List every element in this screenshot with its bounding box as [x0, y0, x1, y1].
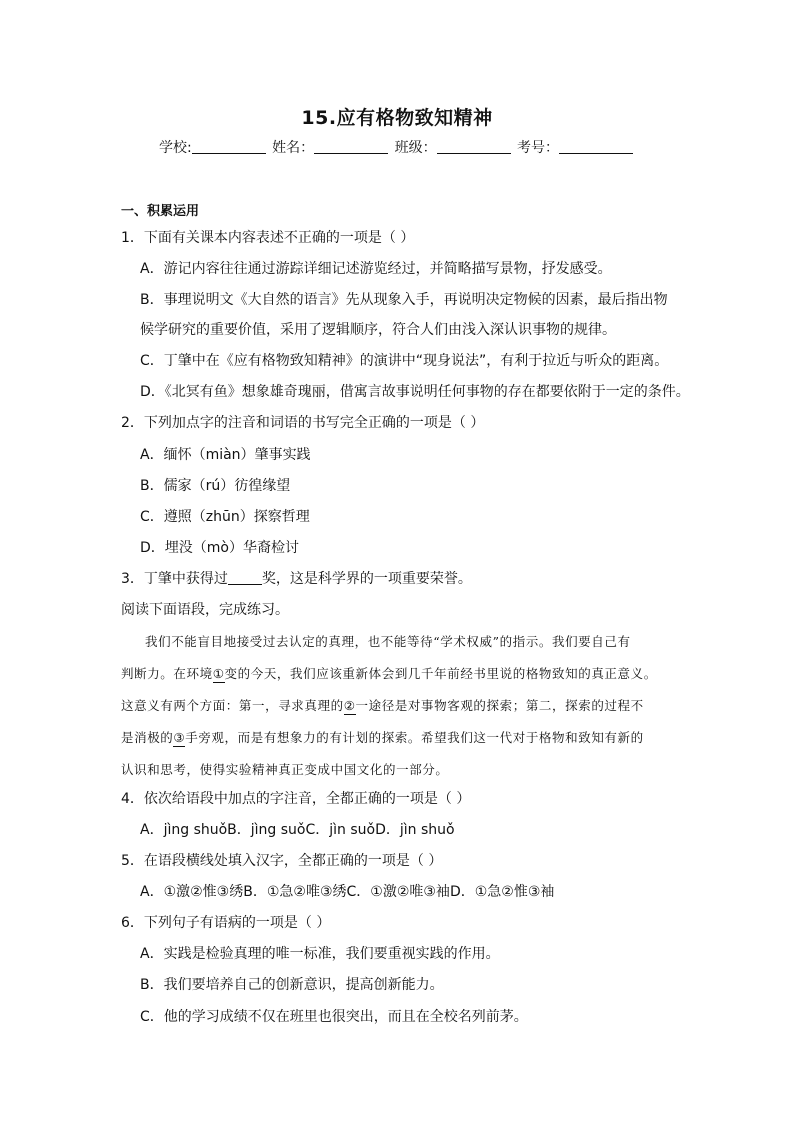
- q1-option-b-line1: B．事理说明文《大自然的语言》先从现象入手，再说明决定物候的因素，最后指出物: [140, 292, 668, 308]
- q1-option-d: D．《北冥有鱼》想象雄奇瑰丽，借寓言故事说明任何事物的存在都要依附于一定的条件。: [140, 384, 690, 400]
- q1-option-c: C．丁肇中在《应有格物致知精神》的演讲中“现身说法”，有利于拉近与听众的距离。: [140, 353, 669, 369]
- q6-option-a: A．实践是检验真理的唯一标准，我们要重视实践的作用。: [140, 946, 500, 962]
- school-blank[interactable]: [192, 139, 266, 154]
- q5-option-a: A．①激②惟③绣: [140, 884, 244, 900]
- passage-text: 变的今天，我们应该重新体会到几千年前经书里说的格物致知的真正意义。: [224, 666, 657, 681]
- class-label: 班级：: [394, 140, 437, 156]
- q2-stem: 2．下列加点字的注音和词语的书写完全正确的一项是（ ）: [121, 415, 485, 431]
- q4-option-b: B．jìng suǒ: [227, 822, 306, 838]
- q6-option-c: C．他的学习成绩不仅在班里也很突出，而且在全校名列前茅。: [140, 1009, 528, 1025]
- q3-text-before: 3．丁肇中获得过: [121, 571, 228, 587]
- passage-text: 判断力。在环境: [121, 666, 213, 681]
- q4-option-a: A．jìng shuǒ: [140, 822, 228, 838]
- q2-a-word1: 肇事: [254, 447, 283, 463]
- passage-line-1: 我们不能盲目地接受过去认定的真理，也不能等待“学术权威”的指示。我们要自己有: [145, 634, 631, 649]
- q2-c-word1: 探察: [253, 509, 282, 525]
- q4-options: [140, 820, 455, 840]
- q3-line: [121, 569, 472, 589]
- passage-text: 是消极的: [121, 730, 174, 745]
- school-label: 学校:: [158, 140, 192, 156]
- q5-option-c: C．①激②唯③袖: [346, 884, 450, 900]
- name-label: 姓名：: [272, 140, 315, 156]
- q5-options: [140, 882, 554, 902]
- q2-d-word2: 检讨: [270, 540, 299, 556]
- section-heading: 一、积累运用: [121, 204, 200, 219]
- q2-c-word2: 哲理: [281, 509, 310, 525]
- exam-number-blank[interactable]: [559, 139, 633, 154]
- q2-b-word2: 缘望: [262, 478, 291, 494]
- q1-option-b-line2: 候学研究的重要价值，采用了逻辑顺序，符合人们由浅入深认识事物的规律。: [140, 322, 616, 338]
- q2-a-pinyin: A．缅怀（miàn）: [140, 447, 255, 463]
- q6-stem: 6．下列句子有语病的一项是（ ）: [121, 915, 331, 931]
- q6-option-b: B．我们要培养自己的创新意识，提高创新能力。: [140, 977, 444, 993]
- q2-a-word2: 实践: [282, 447, 311, 463]
- passage-line-3: [121, 696, 644, 716]
- q2-d-word1: 华裔: [242, 540, 271, 556]
- q2-option-b: [140, 476, 290, 496]
- q5-option-b: B．①急②唯③绣: [243, 884, 347, 900]
- q4-option-c: C．jìn suǒ: [305, 822, 376, 838]
- blank-marker-2: ②: [343, 698, 356, 713]
- q4-stem: 4．依次给语段中加点的字注音，全都正确的一项是（ ）: [121, 791, 471, 807]
- passage-text: 这意义有两个方面：第一，寻求真理的: [121, 698, 344, 713]
- q1-option-a: A．游记内容往往通过游踪详细记述游览经过，并简略描写景物，抒发感受。: [140, 261, 612, 277]
- q2-c-pinyin: C．遵照（zhūn）: [140, 509, 254, 525]
- passage-text: 手旁观，而是有想象力的有计划的探索。希望我们这一代对于格物和致知有新的: [185, 730, 644, 745]
- blank-marker-3: ③: [173, 730, 186, 745]
- q2-option-a: [140, 445, 311, 465]
- q5-option-d: D．①急②惟③袖: [449, 884, 555, 900]
- q2-d-pinyin: D．埋没（mò）: [140, 540, 243, 556]
- blank-marker-1: ①: [212, 666, 225, 681]
- q1-stem: 1．下面有关课本内容表述不正确的一项是（ ）: [121, 230, 415, 246]
- q2-b-pinyin: B．儒家（rú）: [140, 478, 235, 494]
- passage-line-2: [121, 664, 657, 684]
- exam-number-label: 考号：: [517, 140, 560, 156]
- student-info-row: [0, 137, 794, 157]
- q3-text-after: 奖，这是科学界的一项重要荣誉。: [261, 571, 472, 587]
- page-title: 15.应有格物致知精神: [301, 107, 493, 129]
- q5-stem: 5．在语段横线处填入汉字，全都正确的一项是（ ）: [121, 853, 443, 869]
- q3-answer-blank[interactable]: [228, 570, 262, 585]
- passage-line-5: 认识和思考，使得实验精神真正变成中国文化的一部分。: [121, 762, 449, 777]
- q4-option-d: D．jìn shuǒ: [375, 822, 455, 838]
- q2-b-word1: 彷徨: [234, 478, 263, 494]
- passage-text: 一途径是对事物客观的探索；第二，探索的过程不: [355, 698, 644, 713]
- name-blank[interactable]: [314, 139, 388, 154]
- passage-line-4: [121, 728, 644, 748]
- q2-option-d: [140, 538, 299, 558]
- q2-option-c: [140, 507, 310, 527]
- reading-instruction: 阅读下面语段，完成练习。: [121, 602, 289, 618]
- class-blank[interactable]: [437, 139, 511, 154]
